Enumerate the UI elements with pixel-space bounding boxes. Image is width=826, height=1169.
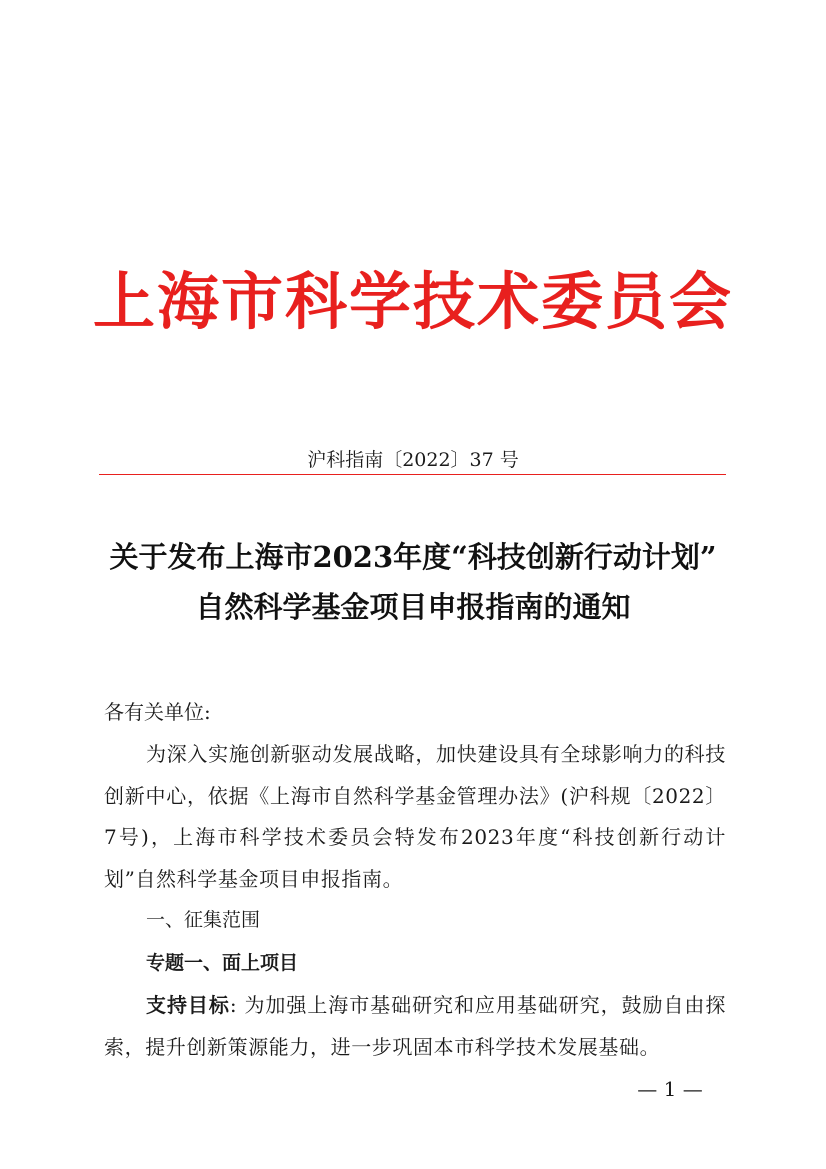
support-goal-text: : 为加强上海市基础研究和应用基础研究，鼓励自由探索，提升创新策源能力，进一步巩固本市科学技术发展基础。: [104, 993, 726, 1059]
document-number: 沪科指南〔2022〕37 号: [307, 449, 519, 471]
salutation: 各有关单位:: [104, 700, 211, 724]
section-heading-scope: 一、征集范围: [146, 909, 261, 931]
red-divider-line: [99, 474, 726, 475]
support-goal-label: 支持目标: [146, 993, 230, 1017]
paragraph-support-goal: [104, 985, 726, 1068]
title-line-1: 关于发布上海市2023年度“科技创新行动计划”: [109, 540, 717, 574]
issuer-masthead: 上海市科学技术委员会: [92, 265, 733, 338]
document-title: [60, 532, 766, 632]
topic-heading-general: 专题一、面上项目: [146, 952, 299, 974]
title-line-2: 自然科学基金项目申报指南的通知: [195, 590, 631, 624]
paragraph-intro: 为深入实施创新驱动发展战略，加快建设具有全球影响力的科技创新中心，依据《上海市自然科学基金管理办法》(沪科规〔2022〕7号)，上海市科学技术委员会特发布2023年度“科技创新行动计划”自然科学基金项目申报指南。: [104, 742, 726, 891]
page-number: — 1 —: [637, 1077, 703, 1101]
